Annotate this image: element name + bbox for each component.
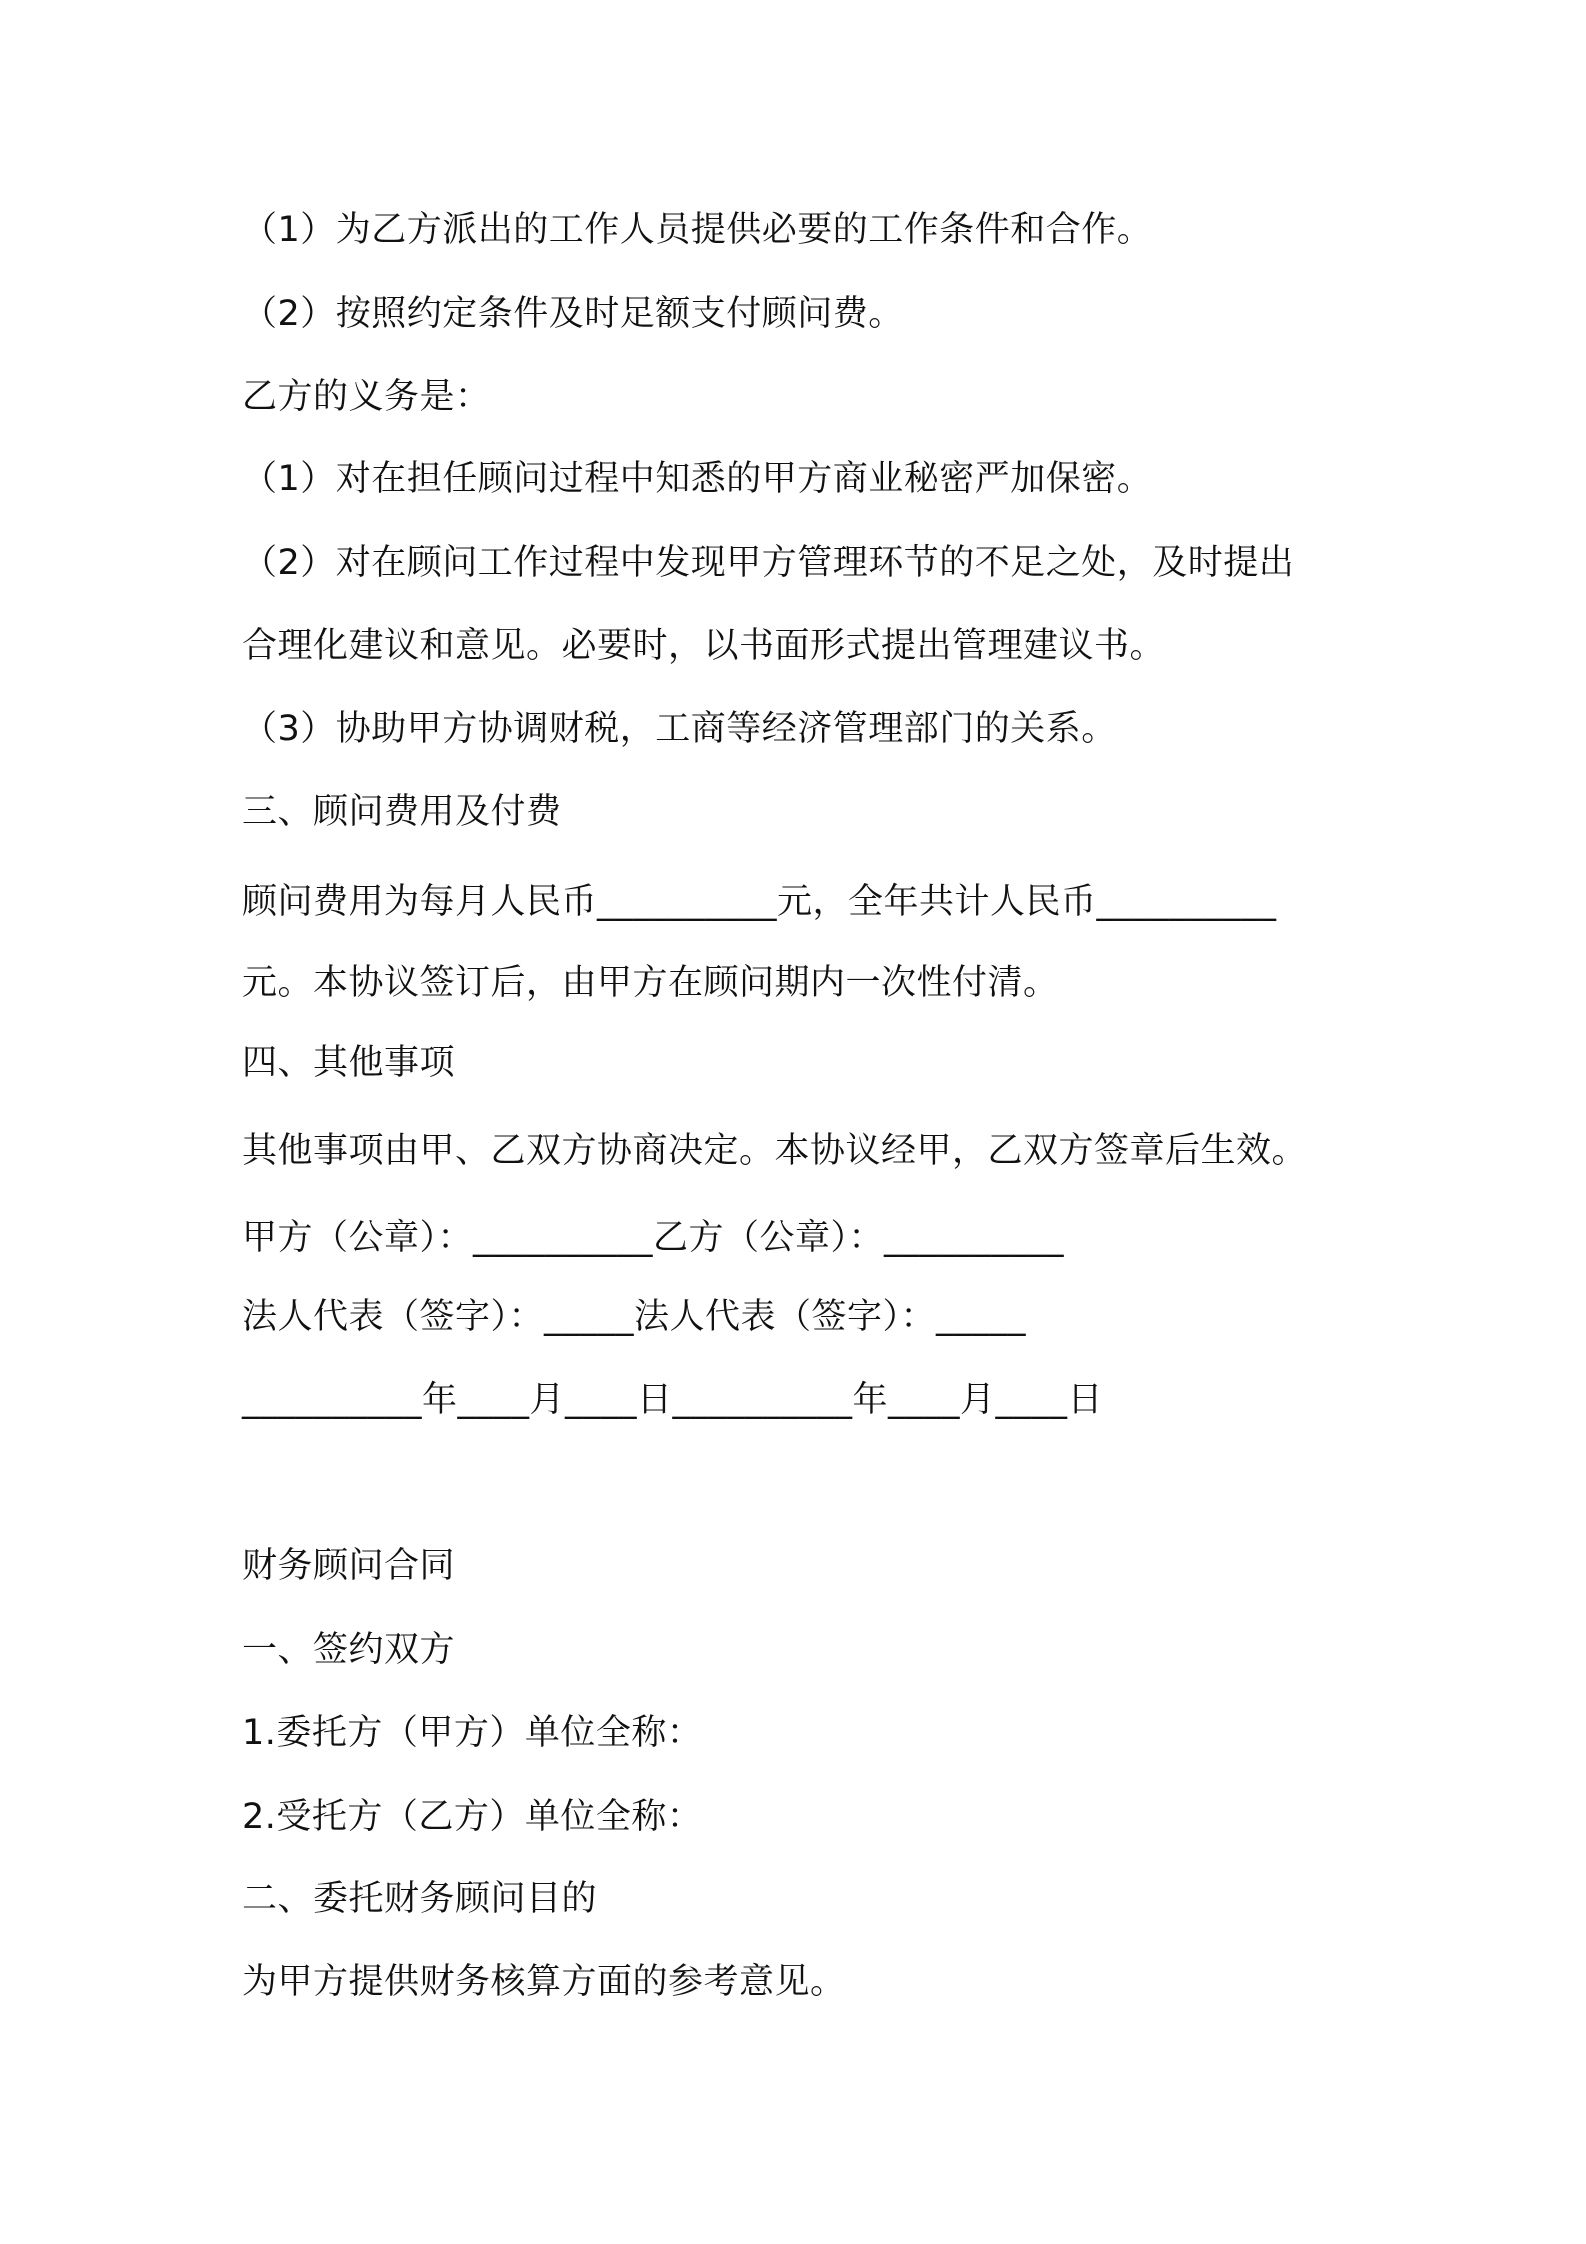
duty-party-b-item-2-line-1: （2）对在顾问工作过程中发现甲方管理环节的不足之处，及时提出 [242,543,1295,583]
duty-party-a-item-1: （1）为乙方派出的工作人员提供必要的工作条件和合作。 [242,210,1153,250]
duty-party-b-item-2-line-2: 合理化建议和意见。必要时，以书面形式提出管理建议书。 [242,626,1166,666]
agent-party-field: 2.受托方（乙方）单位全称： [242,1797,703,1837]
contract-title: 财务顾问合同 [242,1546,456,1586]
fee-clause-line-1: 顾问费用为每月人民币__________元，全年共计人民币__________ [242,882,1277,922]
section-heading-purpose: 二、委托财务顾问目的 [242,1879,598,1919]
purpose-text: 为甲方提供财务核算方面的参考意见。 [242,1962,846,2002]
party-b-duties-heading: 乙方的义务是： [242,377,491,417]
seal-line: 甲方（公章）：__________乙方（公章）：__________ [242,1218,1065,1258]
other-matters-clause: 其他事项由甲、乙双方协商决定。本协议经甲，乙双方签章后生效。 [242,1131,1308,1171]
date-line: __________年____月____日__________年____月____日 [242,1380,1104,1420]
principal-party-field: 1.委托方（甲方）单位全称： [242,1713,703,1753]
duty-party-a-item-2: （2）按照约定条件及时足额支付顾问费。 [242,294,904,334]
section-heading-other: 四、其他事项 [242,1043,456,1083]
signature-line: 法人代表（签字）：_____法人代表（签字）：_____ [242,1297,1027,1337]
duty-party-b-item-1: （1）对在担任顾问过程中知悉的甲方商业秘密严加保密。 [242,459,1153,499]
fee-clause-line-2: 元。本协议签订后，由甲方在顾问期内一次性付清。 [242,963,1059,1003]
duty-party-b-item-3: （3）协助甲方协调财税，工商等经济管理部门的关系。 [242,709,1117,749]
section-heading-parties: 一、签约双方 [242,1630,456,1670]
section-heading-fees: 三、顾问费用及付费 [242,792,562,832]
